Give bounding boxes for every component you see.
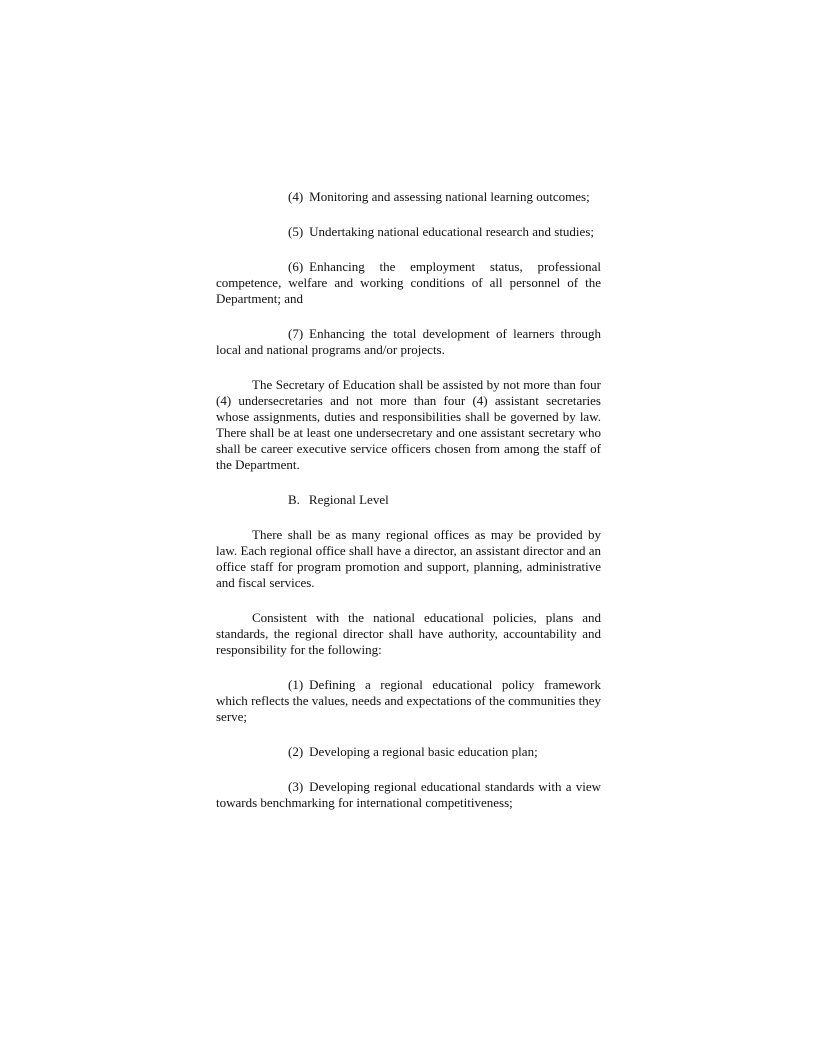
item-text: Enhancing the total development of learners through local and national programs and/or projects. [216, 326, 601, 357]
list-item [216, 224, 601, 240]
item-text: Developing a regional basic education plan; [309, 744, 538, 759]
list-item [216, 677, 601, 725]
document-body [216, 189, 601, 811]
item-text: Defining a regional educational policy framework which reflects the values, needs and expectations of the communities they serve; [216, 677, 601, 724]
list-item [216, 326, 601, 358]
item-number: (2) [288, 744, 304, 759]
list-item [216, 259, 601, 307]
body-paragraph: The Secretary of Education shall be assisted by not more than four (4) undersecretaries and not more than four (4) assistant secretaries whose assignments, duties and responsibilities shall be governed by law. There shall be at least one undersecretary and one assistant secretary who shall be career executive service officers chosen from among the staff of the Department. [216, 377, 601, 472]
item-text: Monitoring and assessing national learning outcomes; [309, 189, 590, 204]
item-text: Developing regional educational standards with a view towards benchmarking for international competitiveness; [216, 779, 601, 810]
item-number: (1) [288, 677, 304, 692]
section-heading [216, 492, 601, 508]
section-letter: B. [288, 492, 300, 507]
item-number: (3) [288, 779, 304, 794]
list-item [216, 779, 601, 811]
item-number: (5) [288, 224, 304, 239]
body-paragraph: There shall be as many regional offices as may be provided by law. Each regional office shall have a director, an assistant director and an office staff for program promotion and support, planning, administrative and fiscal services. [216, 527, 601, 590]
item-text: Undertaking national educational research and studies; [309, 224, 594, 239]
list-item [216, 189, 601, 205]
body-paragraph: Consistent with the national educational policies, plans and standards, the regional director shall have authority, accountability and responsibility for the following: [216, 610, 601, 657]
section-title: Regional Level [308, 492, 389, 507]
item-number: (7) [288, 326, 304, 341]
item-number: (6) [288, 259, 304, 274]
item-number: (4) [288, 189, 304, 204]
list-item [216, 744, 601, 760]
item-text: Enhancing the employment status, professional competence, welfare and working conditions of all personnel of the Department; and [216, 259, 601, 306]
